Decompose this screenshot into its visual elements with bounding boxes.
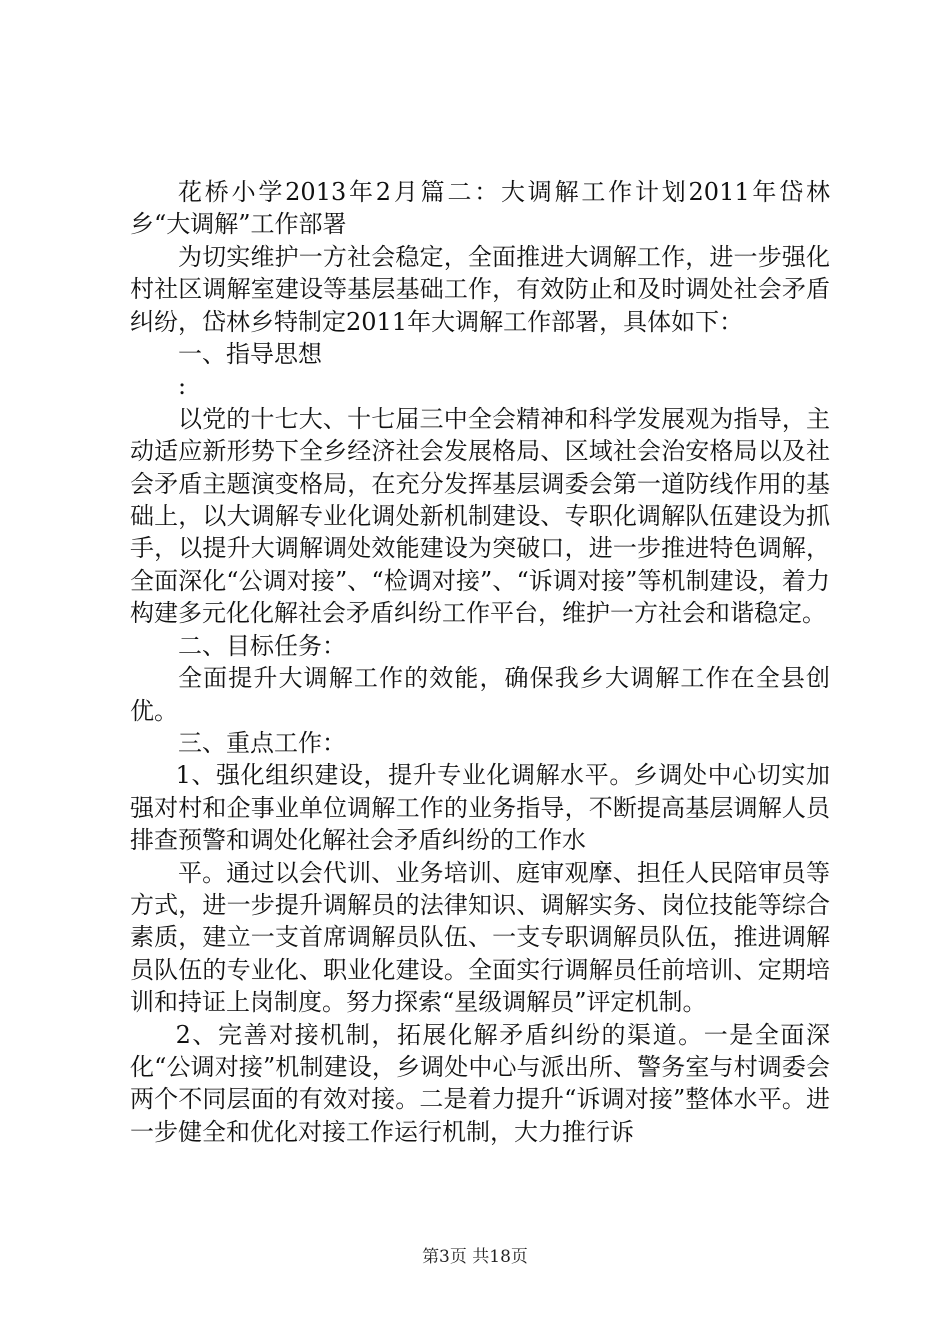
paragraph-key-work-1-cont: 平。通过以会代训、业务培训、庭审观摩、担任人民陪审员等方式，进一步提升调解员的法律知识、调解实务、岗位技能等综合素质，建立一支首席调解员队伍、一支专职调解员队伍，推进调解员队伍的专业化、职业化建设。全面实行调解员任前培训、定期培训和持证上岗制度。努力探索“星级调解员”评定机制。 xyxy=(130,858,830,1017)
page-footer: 第3页 共18页 xyxy=(422,1247,528,1267)
paragraph-colon: : xyxy=(178,372,187,401)
heading-targets: 二、目标任务： xyxy=(178,631,346,660)
paragraph-guiding-thought: 以党的十七大、十七届三中全会精神和科学发展观为指导，主动适应新形势下全乡经济社会发展格局、区域社会治安格局以及社会矛盾主题演变格局，在充分发挥基层调委会第一道防线作用的基础上，以大调解专业化调处新机制建设、专职化调解队伍建设为抓手，以提升大调解调处效能建设为突破口，进一步推进特色调解，全面深化“公调对接”、“检调对接”、“诉调对接”等机制建设，着力构建多元化化解社会矛盾纠纷工作平台，维护一方社会和谐稳定。 xyxy=(130,404,830,628)
paragraph-key-work-2: 2、完善对接机制，拓展化解矛盾纠纷的渠道。一是全面深化“公调对接”机制建设，乡调处中心与派出所、警务室与村调委会两个不同层面的有效对接。二是着力提升“诉调对接”整体水平。进一步健全和优化对接工作运行机制，大力推行诉 xyxy=(130,1020,830,1146)
paragraph-targets: 全面提升大调解工作的效能，确保我乡大调解工作在全县创优。 xyxy=(130,664,830,725)
heading-guiding-thought: 一、指导思想 xyxy=(178,340,322,369)
heading-key-work: 三、重点工作： xyxy=(178,728,346,757)
document-body xyxy=(130,176,830,1148)
paragraph-title: 花桥小学2013年2月篇二：大调解工作计划2011年岱林乡“大调解”工作部署 xyxy=(130,178,830,239)
paragraph-intro: 为切实维护一方社会稳定，全面推进大调解工作，进一步强化村社区调解室建设等基层基础工作，有效防止和及时调处社会矛盾纠纷，岱林乡特制定2011年大调解工作部署，具体如下： xyxy=(130,242,830,336)
paragraph-key-work-1: 1、强化组织建设，提升专业化调解水平。乡调处中心切实加强对村和企事业单位调解工作的业务指导，不断提高基层调解人员排查预警和调处化解社会矛盾纠纷的工作水 xyxy=(130,761,830,855)
